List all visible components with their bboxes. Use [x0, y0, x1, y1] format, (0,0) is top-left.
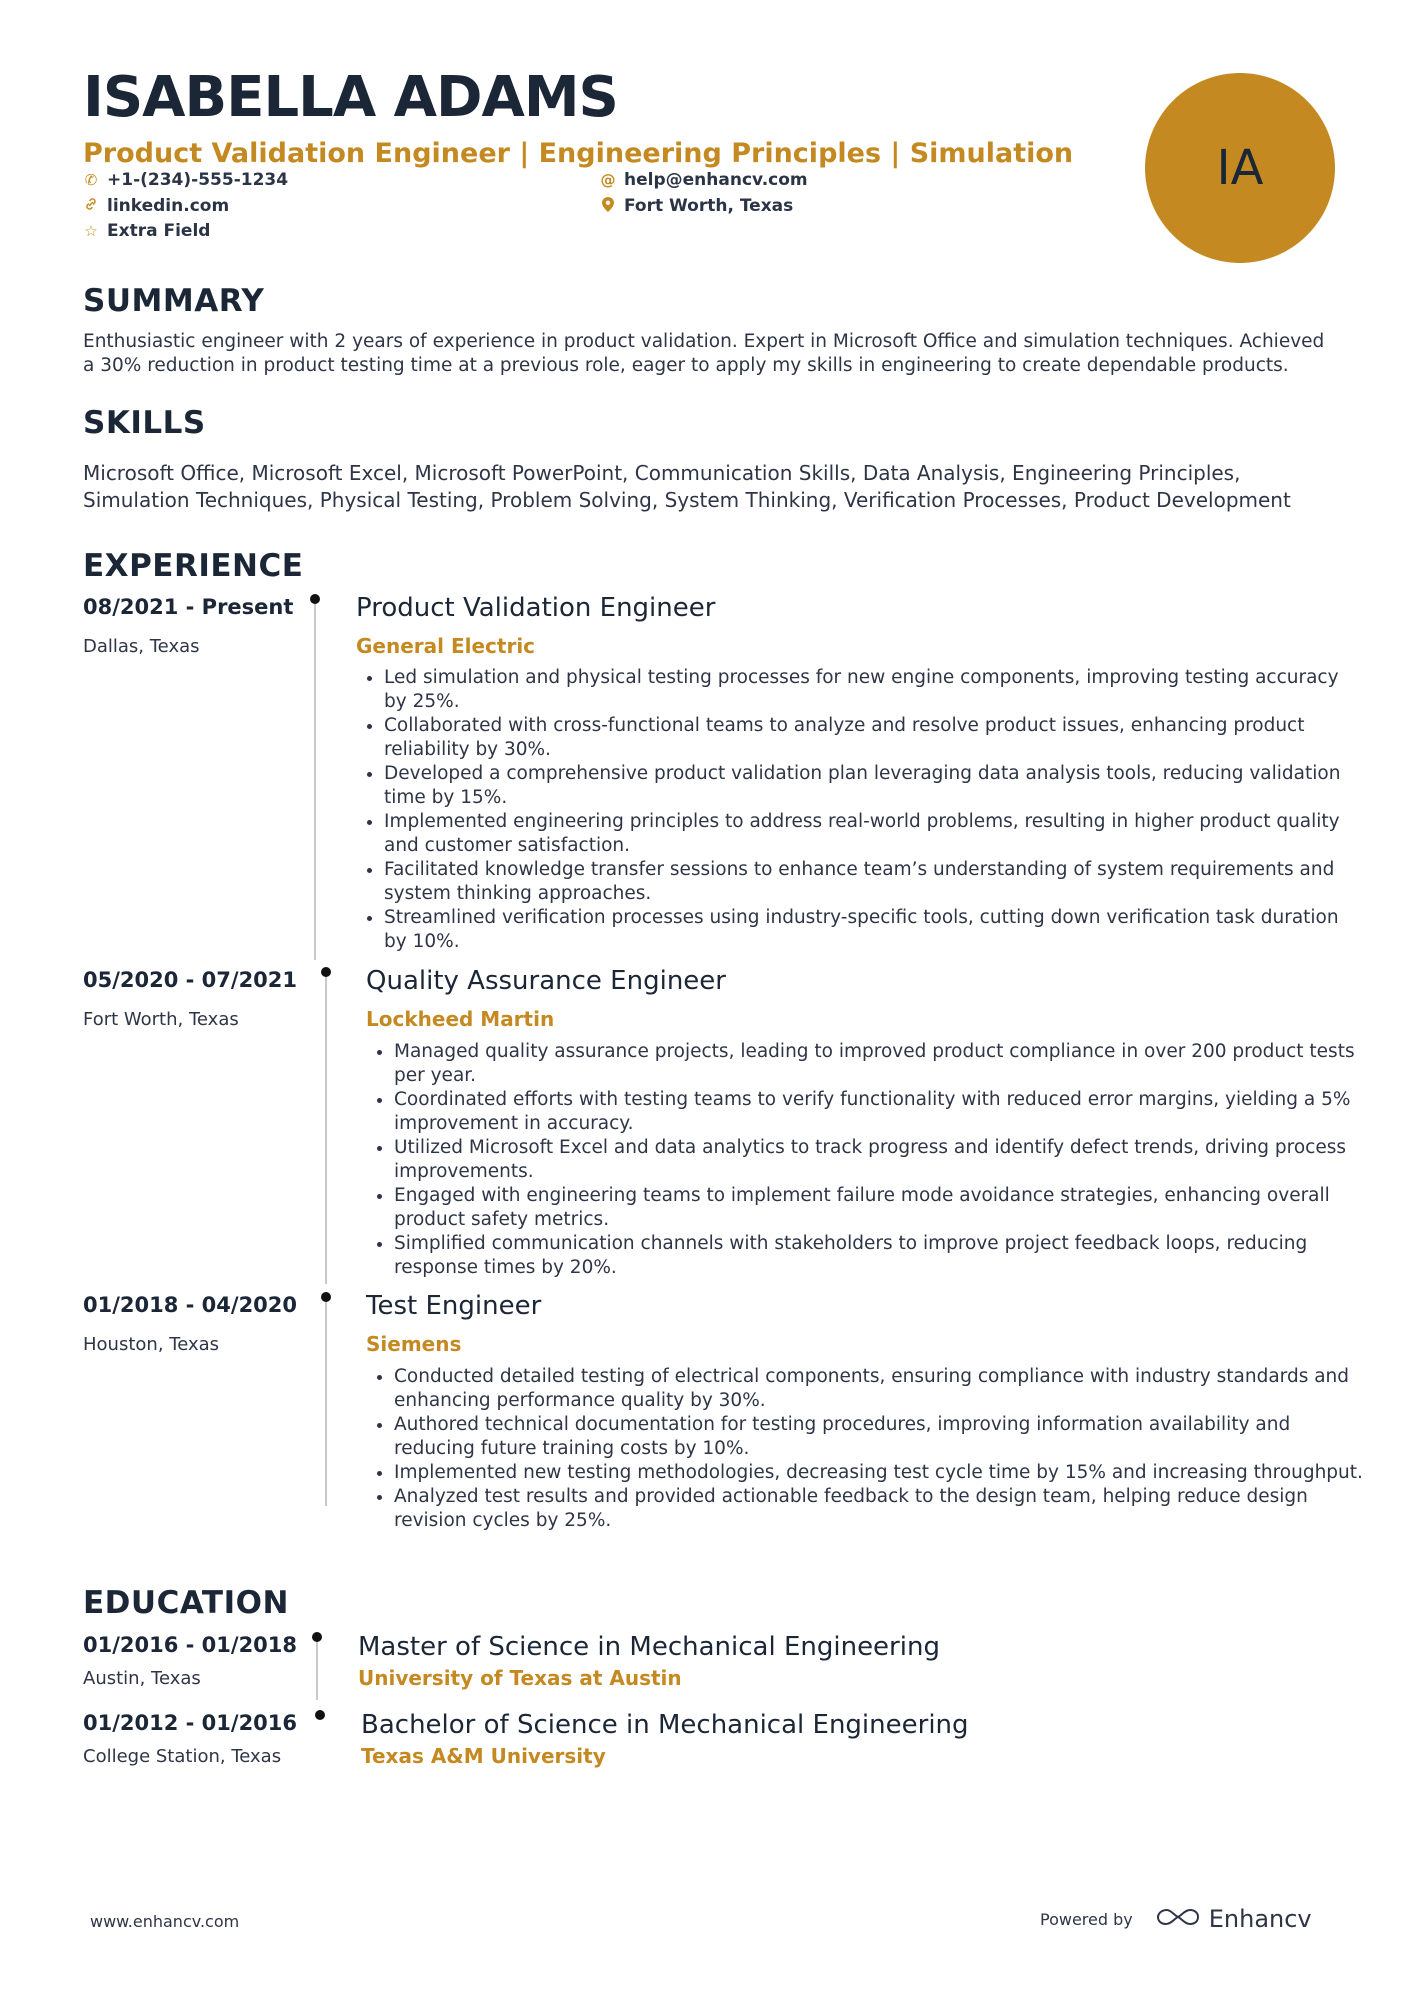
education-date: 01/2012 - 01/2016 [83, 1711, 298, 1735]
phone-text: +1-(234)-555-1234 [107, 170, 289, 190]
list-item: • Engaged with engineering teams to implement failure mode avoidance strategies, enhancing overall product safety metrics. [394, 1184, 1364, 1232]
timeline-line [325, 1298, 327, 1506]
summary-text: Enthusiastic engineer with 2 years of experience in product validation. Expert in Microsoft Office and simulation techniques. Achieved a 30% reduction in product testing time at a previous role, eager to apply my skills in engineering to create dependable products. [83, 331, 1325, 376]
skills-text: Microsoft Office, Microsoft Excel, Microsoft PowerPoint, Communication Skills, Data Analysis, Engineering Principles, Simulation Techniques, Physical Testing, Problem Solving, System Thinking, Verification Processes, Product Development [83, 461, 1291, 512]
star-icon: ☆ [84, 222, 98, 240]
contact-extra [83, 221, 210, 241]
enhancv-logo-icon [1155, 1906, 1201, 1932]
school-name: University of Texas at Austin [358, 1666, 682, 1690]
linkedin-text: linkedin.com [107, 196, 230, 216]
timeline-dot [321, 967, 331, 977]
company-name: Lockheed Martin [366, 1007, 555, 1031]
avatar-initials: IA [1216, 140, 1264, 196]
footer-website[interactable]: www.enhancv.com [90, 1912, 240, 1931]
timeline-dot [315, 1710, 325, 1720]
degree-title: Bachelor of Science in Mechanical Engineering [361, 1710, 969, 1740]
company-name: General Electric [356, 634, 536, 658]
summary-title: SUMMARY [83, 283, 265, 319]
list-item: • Managed quality assurance projects, leading to improved product compliance in over 200 product tests per year. [394, 1040, 1364, 1088]
education-location: Austin, Texas [83, 1668, 201, 1689]
list-item: • Collaborated with cross-functional teams to analyze and resolve product issues, enhancing product reliability by 30%. [384, 714, 1364, 762]
job-date: 05/2020 - 07/2021 [83, 968, 298, 992]
education-location: College Station, Texas [83, 1746, 282, 1767]
job-location: Fort Worth, Texas [83, 1009, 239, 1030]
list-item: • Coordinated efforts with testing teams to verify functionality with reduced error margins, yielding a 5% improvement in accuracy. [394, 1088, 1364, 1136]
location-text: Fort Worth, Texas [624, 196, 794, 216]
education-date: 01/2016 - 01/2018 [83, 1633, 298, 1657]
job-bullets [356, 666, 1364, 954]
location-pin-icon [600, 197, 616, 216]
extra-text: Extra Field [107, 221, 211, 241]
list-item: • Authored technical documentation for testing procedures, improving information availability and reducing future training costs by 10%. [394, 1413, 1364, 1461]
job-location: Dallas, Texas [83, 636, 200, 657]
headline: Product Validation Engineer | Engineering Principles | Simulation [83, 138, 1074, 169]
timeline-line [316, 1638, 318, 1700]
job-date: 01/2018 - 04/2020 [83, 1293, 298, 1317]
footer-branding[interactable] [1040, 1905, 1312, 1933]
list-item: • Streamlined verification processes using industry-specific tools, cutting down verification task duration by 10%. [384, 906, 1364, 954]
school-name: Texas A&M University [361, 1744, 606, 1768]
timeline-line [314, 600, 316, 960]
contact-linkedin[interactable] [83, 196, 229, 216]
job-date: 08/2021 - Present [83, 595, 294, 619]
contact-phone[interactable] [83, 170, 288, 190]
list-item: • Simplified communication channels with stakeholders to improve project feedback loops, reducing response times by 20%. [394, 1232, 1364, 1280]
job-bullets [366, 1040, 1364, 1280]
job-bullets [366, 1365, 1364, 1533]
link-icon [83, 197, 99, 215]
experience-title: EXPERIENCE [83, 548, 304, 584]
list-item: • Analyzed test results and provided actionable feedback to the design team, helping reduce design revision cycles by 25%. [394, 1485, 1364, 1533]
timeline-line [325, 974, 327, 1284]
phone-icon: ✆ [84, 171, 98, 189]
degree-title: Master of Science in Mechanical Engineering [358, 1632, 940, 1662]
contact-location [600, 196, 793, 216]
avatar [1145, 73, 1335, 263]
brand-name: Enhancv [1208, 1905, 1312, 1933]
list-item: • Conducted detailed testing of electrical components, ensuring compliance with industry standards and enhancing performance quality by 30%. [394, 1365, 1364, 1413]
list-item: • Developed a comprehensive product validation plan leveraging data analysis tools, reducing validation time by 15%. [384, 762, 1364, 810]
company-name: Siemens [366, 1332, 462, 1356]
timeline-dot [321, 1292, 331, 1302]
job-title: Quality Assurance Engineer [366, 966, 726, 996]
job-title: Test Engineer [366, 1291, 542, 1321]
job-title: Product Validation Engineer [356, 593, 716, 623]
powered-by-text: Powered by [1040, 1909, 1133, 1929]
candidate-name: ISABELLA ADAMS [83, 65, 618, 130]
timeline-dot [310, 594, 320, 604]
email-text: help@enhancv.com [624, 170, 808, 190]
education-title: EDUCATION [83, 1585, 289, 1621]
contact-email[interactable] [600, 170, 808, 190]
list-item: • Implemented engineering principles to address real-world problems, resulting in higher product quality and customer satisfaction. [384, 810, 1364, 858]
list-item: • Led simulation and physical testing processes for new engine components, improving testing accuracy by 25%. [384, 666, 1364, 714]
list-item: • Facilitated knowledge transfer sessions to enhance team’s understanding of system requirements and system thinking approaches. [384, 858, 1364, 906]
at-icon: @ [600, 171, 616, 189]
timeline-dot [312, 1632, 322, 1642]
job-location: Houston, Texas [83, 1334, 220, 1355]
list-item: • Implemented new testing methodologies, decreasing test cycle time by 15% and increasing throughput. [394, 1461, 1364, 1485]
skills-title: SKILLS [83, 405, 206, 441]
list-item: • Utilized Microsoft Excel and data analytics to track progress and identify defect trends, driving process improvements. [394, 1136, 1364, 1184]
